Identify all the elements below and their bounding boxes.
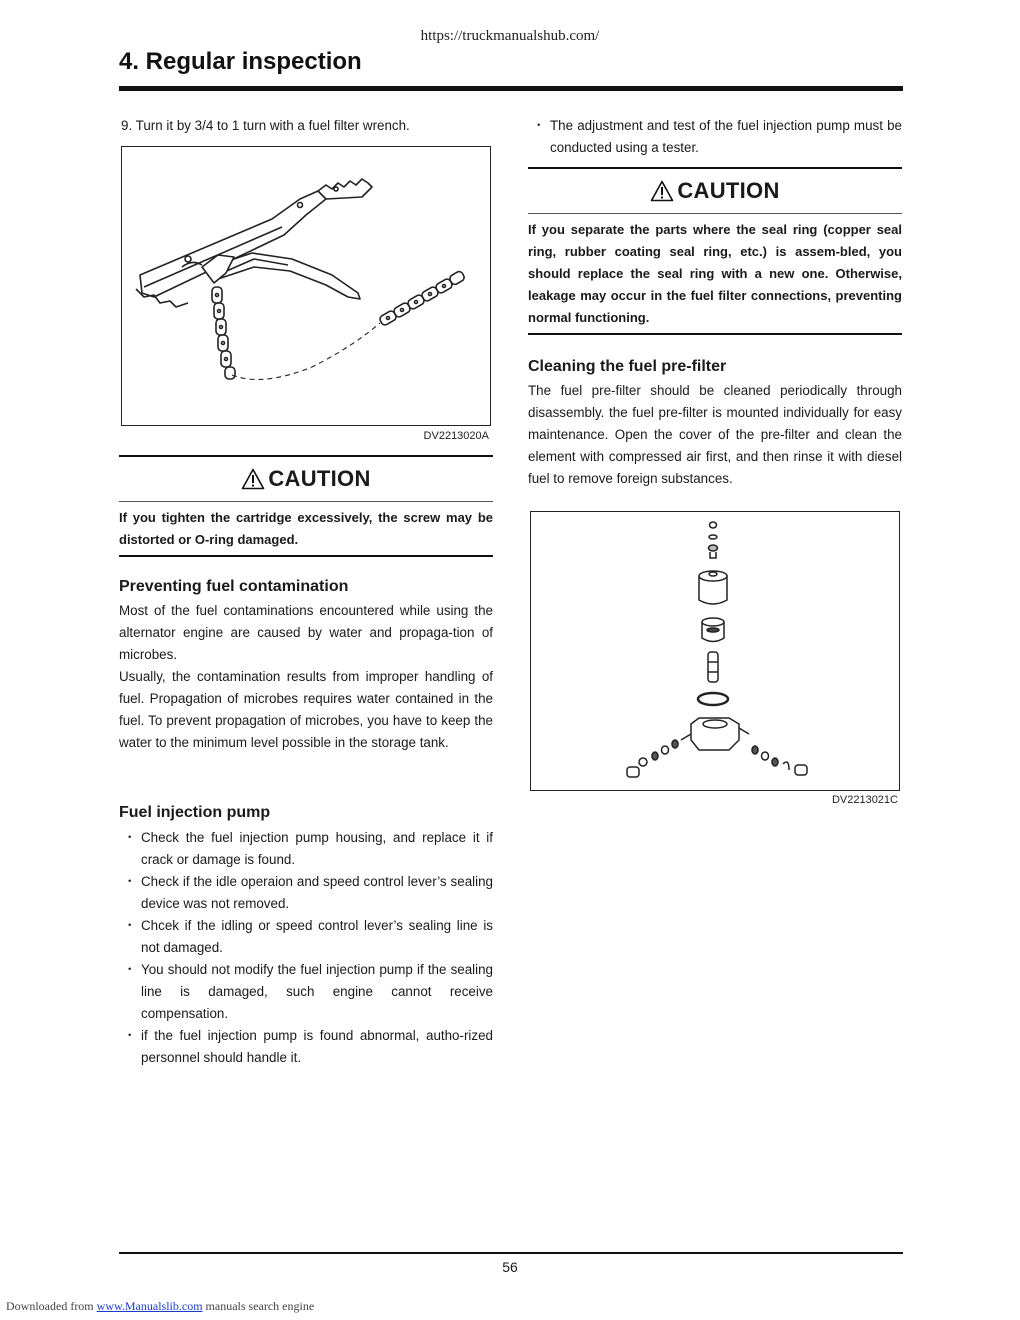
- figure-filter-wrench: [121, 146, 491, 426]
- list-item: ・ Chcek if the idling or speed control lever’s sealing line is not damaged.: [119, 915, 493, 959]
- footer-rule: [119, 1252, 903, 1254]
- manualslib-link[interactable]: www.Manualslib.com: [96, 1299, 203, 1313]
- list-item: ・ You should not modify the fuel injection pump if the sealing line is damaged, such engine cannot receive compensation.: [119, 959, 493, 1025]
- figure-2-code: DV2213021C: [831, 794, 898, 806]
- downloaded-from-note: Downloaded from www.Manualslib.com manuals search engine: [6, 1299, 315, 1313]
- bullet-icon: ・: [123, 830, 137, 845]
- list-item: ・ The adjustment and test of the fuel injection pump must be conducted using a tester.: [528, 115, 902, 159]
- contamination-section: [119, 578, 493, 754]
- prefilter-paragraph: The fuel pre-filter should be cleaned periodically through disassembly. the fuel pre-filter is mounted individually for easy maintenance. Open the cover of the pre-filter and clean the element with compressed air first, and then rinse it with diesel fuel to remove foreign substances.: [528, 383, 902, 486]
- prefilter-heading: Cleaning the fuel pre-filter: [528, 358, 727, 375]
- caution-box-1: [119, 455, 493, 557]
- warning-triangle-icon: [241, 468, 265, 490]
- chapter-title: 4. Regular inspection: [119, 48, 362, 75]
- header-url[interactable]: https://truckmanualshub.com/: [420, 28, 600, 44]
- bullet-icon: ・: [123, 962, 137, 977]
- filter-wrench-illustration: [122, 147, 490, 425]
- caution-title-2: CAUTION: [677, 178, 780, 203]
- contamination-paragraph-2: Usually, the contamination results from improper handling of fuel. Propagation of microbes requires water contained in the fuel. To prevent propagation of microbes, you have to keep the water to the minimum level possible in the storage tank.: [119, 669, 493, 750]
- bullet-icon: ・: [532, 118, 546, 133]
- header-rule: [119, 86, 903, 91]
- injection-pump-list: [119, 827, 493, 1069]
- list-item: ・ if the fuel injection pump is found abnormal, autho-rized personnel should handle it.: [119, 1025, 493, 1069]
- caution-header-2: [528, 169, 902, 214]
- bullet-icon: ・: [123, 918, 137, 933]
- tester-note: [528, 115, 902, 159]
- caution-box-2: [528, 167, 902, 335]
- page-number: 56: [502, 1259, 518, 1275]
- injection-pump-heading: Fuel injection pump: [119, 804, 271, 821]
- caution-text-1: If you tighten the cartridge excessively, the screw may be distorted or O-ring damaged.: [119, 510, 493, 547]
- caution-title-1: CAUTION: [268, 466, 371, 491]
- contamination-heading: Preventing fuel contamination: [119, 578, 349, 595]
- warning-triangle-icon: [650, 180, 674, 202]
- prefilter-exploded-illustration: [531, 512, 899, 790]
- prefilter-section: [528, 358, 902, 490]
- bullet-icon: ・: [123, 1028, 137, 1043]
- caution-header-1: [119, 457, 493, 502]
- figure-prefilter-exploded: [530, 511, 900, 791]
- caution-text-2: If you separate the parts where the seal ring (copper seal ring, rubber coating seal ring, etc.) is assem-bled, you should replace the seal ring with a new one. Otherwise, leakage may occur in the fuel filter connections, preventing normal functioning.: [528, 222, 902, 325]
- step-9-text: 9. Turn it by 3/4 to 1 turn with a fuel filter wrench.: [121, 118, 410, 133]
- figure-1-code: DV2213020A: [423, 430, 489, 442]
- bullet-icon: ・: [123, 874, 137, 889]
- list-item: ・ Check if the idle operaion and speed control lever’s sealing device was not removed.: [119, 871, 493, 915]
- injection-pump-section: [119, 804, 493, 1069]
- contamination-paragraph-1: Most of the fuel contaminations encountered while using the alternator engine are caused by water and propaga-tion of microbes.: [119, 603, 493, 662]
- list-item: ・ Check the fuel injection pump housing, and replace it if crack or damage is found.: [119, 827, 493, 871]
